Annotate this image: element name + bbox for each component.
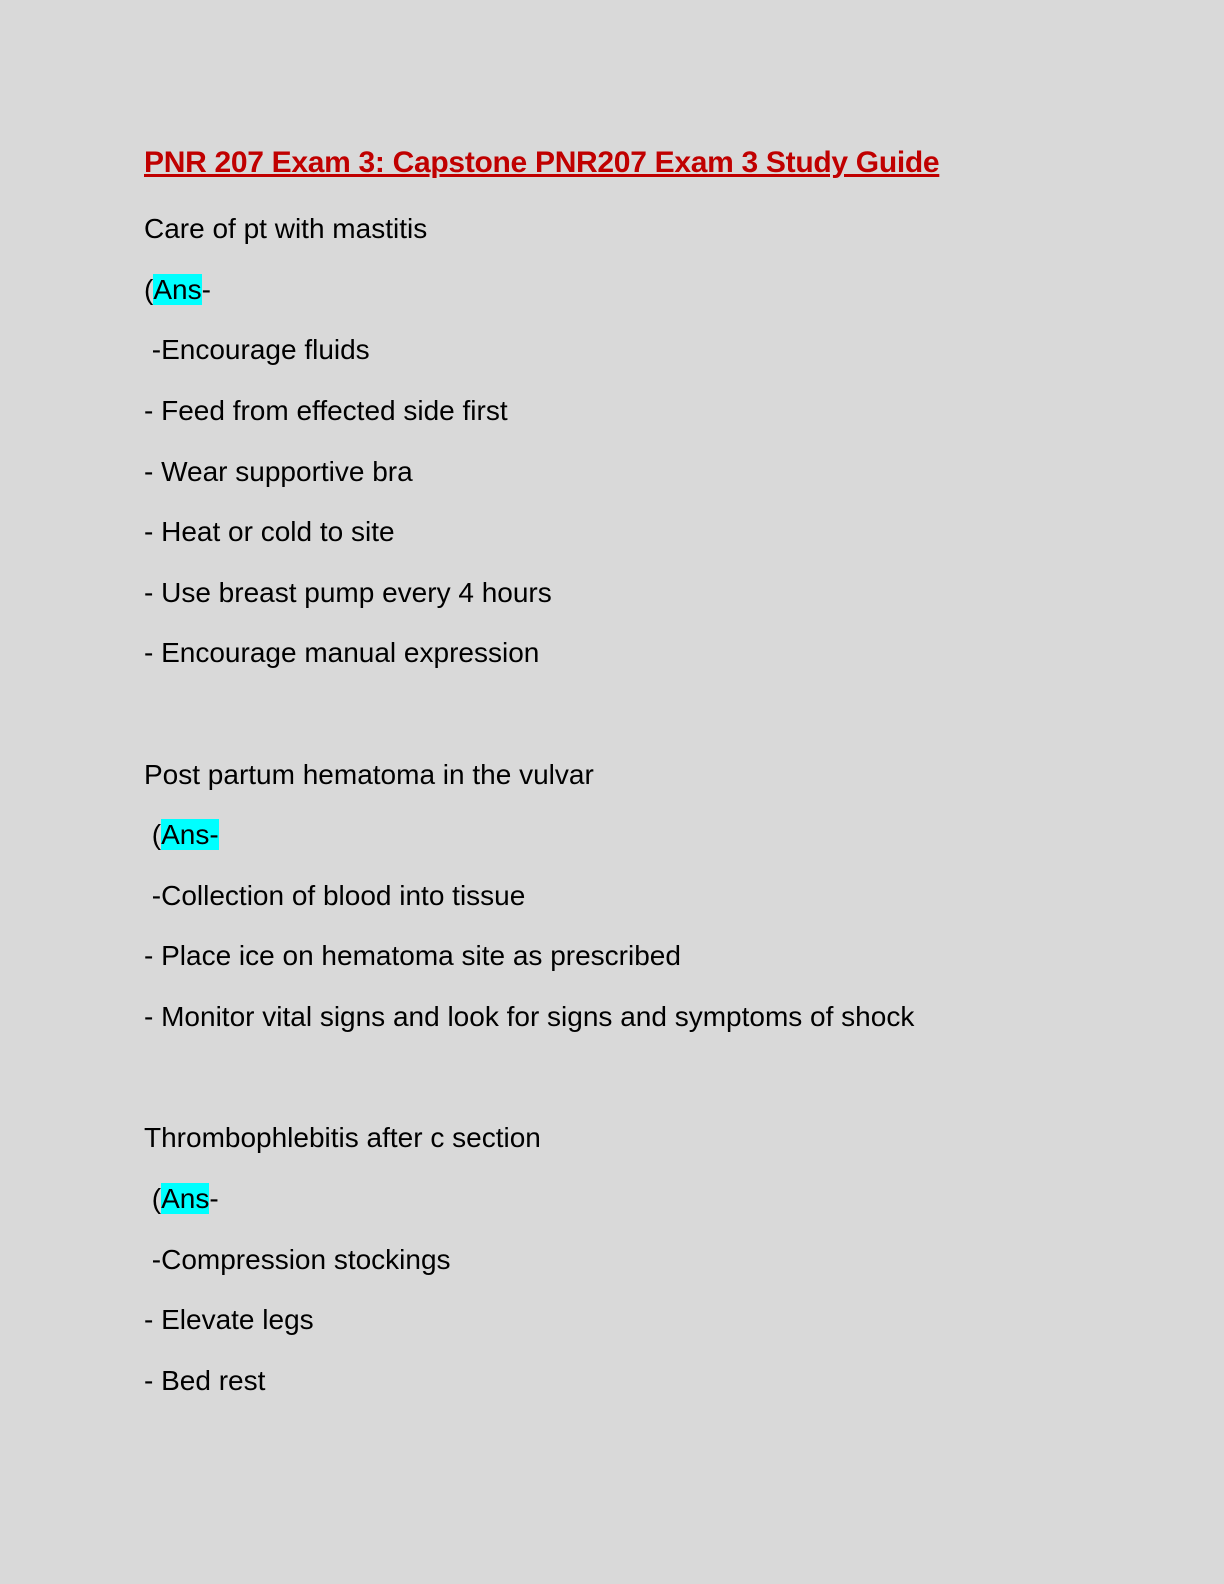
list-item: - Feed from effected side first — [144, 395, 508, 426]
answer-label — [144, 273, 211, 307]
list-item: - Encourage manual expression — [144, 637, 540, 668]
question-hematoma: Post partum hematoma in the vulvar — [144, 759, 594, 790]
answer-prefix: ( — [144, 274, 154, 305]
answer-highlight: Ans — [161, 1183, 210, 1214]
answer-label — [144, 818, 219, 852]
document-title: PNR 207 Exam 3: Capstone PNR207 Exam 3 Study Guide — [144, 146, 940, 179]
list-item: -Collection of blood into tissue — [144, 880, 526, 911]
list-item: - Use breast pump every 4 hours — [144, 577, 552, 608]
list-item: -Encourage fluids — [144, 334, 370, 365]
list-item: - Wear supportive bra — [144, 456, 413, 487]
answer-prefix: ( — [144, 1183, 162, 1214]
question-mastitis: Care of pt with mastitis — [144, 213, 428, 244]
answer-label — [144, 1182, 219, 1216]
list-item: - Elevate legs — [144, 1304, 314, 1335]
list-item: - Monitor vital signs and look for signs and symptoms of shock — [144, 1001, 915, 1032]
question-thrombophlebitis: Thrombophlebitis after c section — [144, 1122, 541, 1153]
answer-highlight: Ans — [153, 274, 202, 305]
list-item: - Place ice on hematoma site as prescribed — [144, 940, 681, 971]
answer-suffix: - — [201, 274, 211, 305]
answer-suffix: - — [209, 1183, 219, 1214]
answer-highlight: Ans- — [161, 819, 219, 850]
list-item: - Bed rest — [144, 1365, 266, 1396]
answer-prefix: ( — [144, 819, 162, 850]
list-item: - Heat or cold to site — [144, 516, 395, 547]
list-item: -Compression stockings — [144, 1244, 451, 1275]
